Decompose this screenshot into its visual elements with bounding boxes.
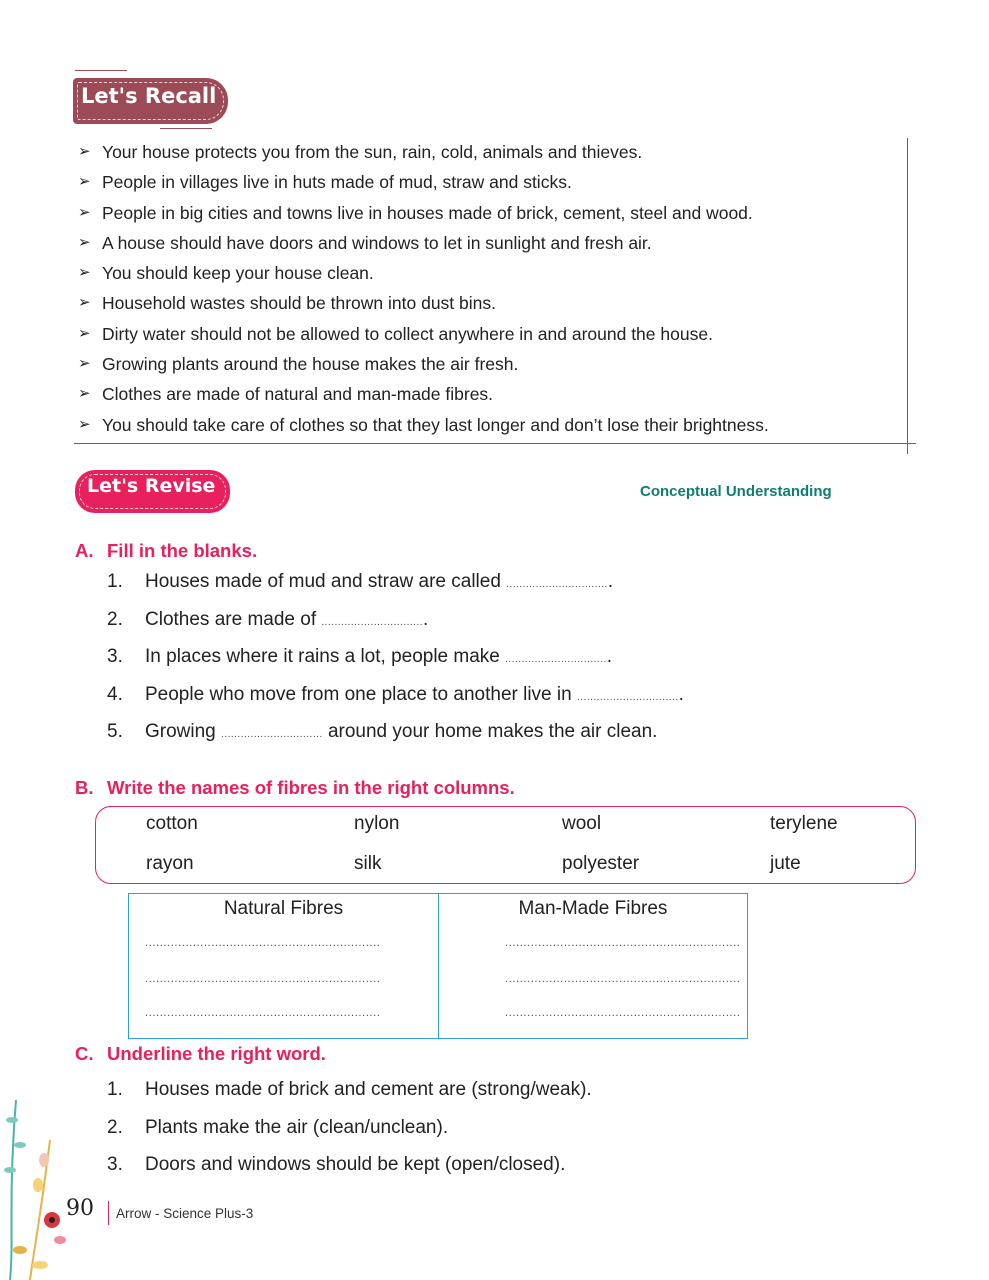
list-item: ➢ You should take care of clothes so that they last longer and don’t lose their brightness. xyxy=(78,412,898,442)
list-item: ➢ A house should have doors and windows to let in sunlight and fresh air. xyxy=(78,230,898,260)
answer-line[interactable]: ................................................................ xyxy=(145,938,381,949)
question-item: 2. Plants make the air (clean/unclean). xyxy=(107,1116,449,1138)
section-a-heading: A. Fill in the blanks. xyxy=(75,540,258,561)
conceptual-understanding-tag: Conceptual Understanding xyxy=(640,483,832,500)
arrow-bullet-icon: ➢ xyxy=(78,173,91,191)
arrow-bullet-icon: ➢ xyxy=(78,233,91,251)
list-item: ➢ Dirty water should not be allowed to collect anywhere in and around the house. xyxy=(78,321,898,351)
list-item: ➢ Your house protects you from the sun, rain, cold, animals and thieves. xyxy=(78,139,898,169)
word-bank-item: rayon xyxy=(146,853,194,874)
word-bank-item: terylene xyxy=(770,813,838,834)
column-header: Natural Fibres xyxy=(223,898,344,919)
blank-line[interactable]: ............................... xyxy=(506,579,608,590)
word-bank-item: polyester xyxy=(562,853,640,874)
fibre-table xyxy=(128,893,748,1039)
question-item: 2. Clothes are made of ................................ xyxy=(107,608,429,630)
blank-line[interactable]: ............................... xyxy=(576,691,679,703)
book-title: Arrow - Science Plus-3 xyxy=(116,1206,254,1221)
list-item: ➢ People in big cities and towns live in houses made of brick, cement, steel and wood. xyxy=(78,200,898,230)
question-item: 5. Growing ............................... around your home makes the air clean. xyxy=(107,721,658,742)
list-item: ➢ Clothes are made of natural and man-made fibres. xyxy=(78,381,898,411)
answer-line[interactable]: ................................................................ xyxy=(505,1008,741,1019)
footer-divider xyxy=(108,1201,109,1225)
fill-blanks-list xyxy=(107,569,684,757)
answer-line[interactable]: ................................................................ xyxy=(505,974,741,985)
arrow-bullet-icon: ➢ xyxy=(78,143,91,160)
recall-box-right-border xyxy=(907,138,908,454)
arrow-bullet-icon: ➢ xyxy=(78,203,91,221)
word-bank-item: jute xyxy=(770,853,801,874)
question-item: 3. In places where it rains a lot, people make ................................ xyxy=(107,646,613,667)
arrow-bullet-icon: ➢ xyxy=(78,415,91,433)
question-item: 4. People who move from one place to another live in ................................ xyxy=(107,683,684,705)
column-header: Man-Made Fibres xyxy=(518,898,668,919)
answer-line[interactable]: ................................................................ xyxy=(145,1008,381,1019)
word-bank-item: nylon xyxy=(354,813,400,834)
arrow-bullet-icon: ➢ xyxy=(78,355,91,373)
answer-line[interactable]: ................................................................ xyxy=(145,974,381,985)
page-number: 90 xyxy=(66,1196,94,1221)
section-c-heading: C. Underline the right word. xyxy=(75,1043,326,1064)
arrow-bullet-icon: ➢ xyxy=(78,294,91,312)
blank-line[interactable]: ............................... xyxy=(321,616,424,628)
question-item: 3. Doors and windows should be kept (open/closed). xyxy=(107,1154,566,1175)
lets-revise-banner xyxy=(75,470,230,513)
man-made-fibres-column xyxy=(439,894,747,1038)
word-bank-item: silk xyxy=(354,853,382,874)
blank-line[interactable]: ............................... xyxy=(221,729,323,740)
section-b-heading: B. Write the names of fibres in the right columns. xyxy=(75,777,515,798)
list-item: ➢ You should keep your house clean. xyxy=(78,260,898,290)
flower-decoration-icon xyxy=(0,1100,90,1280)
answer-line[interactable]: ................................................................ xyxy=(505,938,741,949)
arrow-bullet-icon: ➢ xyxy=(78,385,91,403)
recall-list xyxy=(78,139,898,442)
recall-box-bottom-border xyxy=(74,443,916,444)
question-item: 1. Houses made of brick and cement are (strong/weak). xyxy=(107,1079,592,1100)
word-bank-item: cotton xyxy=(146,813,198,834)
recall-deco-line-top xyxy=(75,70,127,71)
lets-recall-heading: Let's Recall xyxy=(81,84,217,108)
word-bank-item: wool xyxy=(562,813,602,834)
arrow-bullet-icon: ➢ xyxy=(78,324,91,342)
question-item: 1. Houses made of mud and straw are called ................................ xyxy=(107,571,614,592)
underline-list xyxy=(107,1077,592,1190)
word-bank-box xyxy=(95,806,916,884)
lets-revise-heading: Let's Revise xyxy=(87,475,216,497)
list-item: ➢ People in villages live in huts made of mud, straw and sticks. xyxy=(78,169,898,199)
list-item: ➢ Growing plants around the house makes the air fresh. xyxy=(78,351,898,381)
blank-line[interactable]: ............................... xyxy=(505,654,607,665)
natural-fibres-column xyxy=(129,894,439,1038)
arrow-bullet-icon: ➢ xyxy=(78,264,91,282)
list-item: ➢ Household wastes should be thrown into dust bins. xyxy=(78,290,898,320)
lets-recall-banner xyxy=(73,78,228,124)
recall-deco-line-bottom xyxy=(160,128,212,129)
